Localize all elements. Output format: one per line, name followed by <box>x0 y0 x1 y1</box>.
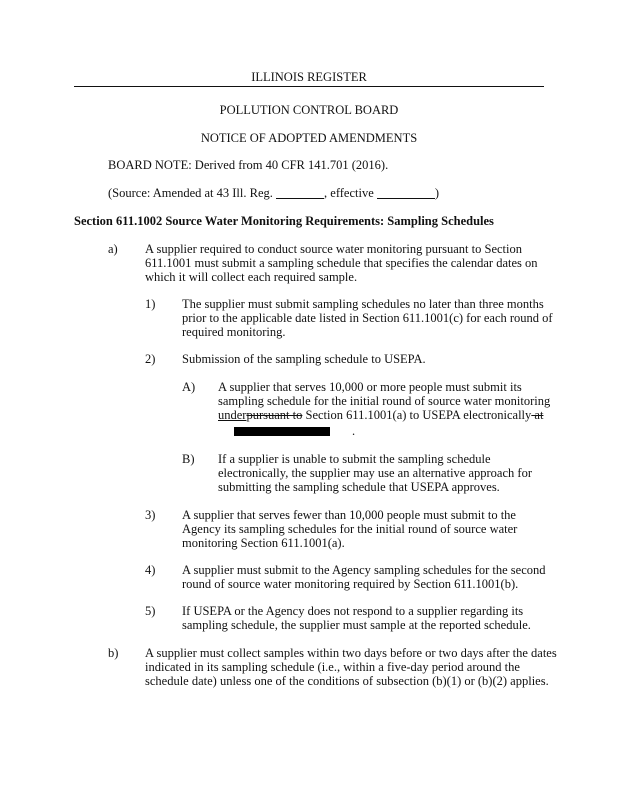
subsection-b-line: A supplier must collect samples within two days before or two days after the dates <box>145 646 557 660</box>
struck-text: pursuant to <box>246 408 303 422</box>
item-4-label: 4) <box>145 563 156 577</box>
header-rule <box>74 86 544 87</box>
item-2a-period: . <box>352 424 356 438</box>
item-4-line: A supplier must submit to the Agency sampling schedules for the second <box>182 563 546 577</box>
item-1-line: The supplier must submit sampling schedules no later than three months <box>182 297 544 311</box>
item-2a-line <box>234 424 355 439</box>
subsection-b-line: schedule date) unless one of the conditions of subsection (b)(1) or (b)(2) applies. <box>145 674 549 688</box>
item-1-line: prior to the applicable date listed in Section 611.1001(c) for each round of <box>182 311 553 325</box>
source-note <box>108 186 439 201</box>
item-5-line: sampling schedule, the supplier must sample at the reported schedule. <box>182 618 531 632</box>
subsection-a-line: which it will collect each required sample. <box>145 270 358 284</box>
item-2b-label: B) <box>182 452 195 466</box>
item-2a-line: A supplier that serves 10,000 or more people must submit its <box>218 380 522 394</box>
item-2b-line: submitting the sampling schedule that USEPA approves. <box>218 480 500 494</box>
source-middle: , effective <box>324 186 374 200</box>
source-blank-reg <box>276 187 324 199</box>
item-4-line: round of source water monitoring required by Section 611.1001(b). <box>182 577 519 591</box>
item-2a-line <box>218 408 543 423</box>
item-2-line: Submission of the sampling schedule to USEPA. <box>182 352 426 366</box>
inserted-text: under <box>218 408 247 422</box>
struck-text: at <box>531 408 544 422</box>
item-1-label: 1) <box>145 297 156 311</box>
item-3-line: monitoring Section 611.1001(a). <box>182 536 345 550</box>
board-note: BOARD NOTE: Derived from 40 CFR 141.701 (2016). <box>108 158 389 172</box>
item-3-line: A supplier that serves fewer than 10,000 people must submit to the <box>182 508 516 522</box>
section-heading: Section 611.1002 Source Water Monitoring Requirements: Sampling Schedules <box>74 214 494 228</box>
item-2a-text: Section 611.1001(a) to USEPA electronically <box>302 408 532 422</box>
item-3-line: Agency its sampling schedules for the initial round of source water <box>182 522 518 536</box>
item-2b-line: If a supplier is unable to submit the sampling schedule <box>218 452 491 466</box>
item-5-label: 5) <box>145 604 156 618</box>
item-2-label: 2) <box>145 352 156 366</box>
subsection-a-line: 611.1001 must submit a sampling schedule that specifies the calendar dates on <box>145 256 538 270</box>
item-5-line: If USEPA or the Agency does not respond to a supplier regarding its <box>182 604 524 618</box>
item-1-line: required monitoring. <box>182 325 286 339</box>
subsection-a-line: A supplier required to conduct source water monitoring pursuant to Section <box>145 242 522 256</box>
subsection-a-label: a) <box>108 242 118 256</box>
board-name: POLLUTION CONTROL BOARD <box>219 103 399 117</box>
source-prefix: (Source: Amended at 43 Ill. Reg. <box>108 186 273 200</box>
redaction-bar <box>234 427 330 436</box>
subsection-b-line: indicated in its sampling schedule (i.e., within a five-day period around the <box>145 660 520 674</box>
source-blank-effective <box>377 187 435 199</box>
register-title: ILLINOIS REGISTER <box>251 70 367 84</box>
notice-title: NOTICE OF ADOPTED AMENDMENTS <box>200 131 418 145</box>
item-3-label: 3) <box>145 508 156 522</box>
subsection-b-label: b) <box>108 646 119 660</box>
item-2a-line: sampling schedule for the initial round of source water monitoring <box>218 394 551 408</box>
source-suffix: ) <box>434 186 440 200</box>
item-2a-label: A) <box>182 380 196 394</box>
item-2b-line: electronically, the supplier may use an alternative approach for <box>218 466 532 480</box>
